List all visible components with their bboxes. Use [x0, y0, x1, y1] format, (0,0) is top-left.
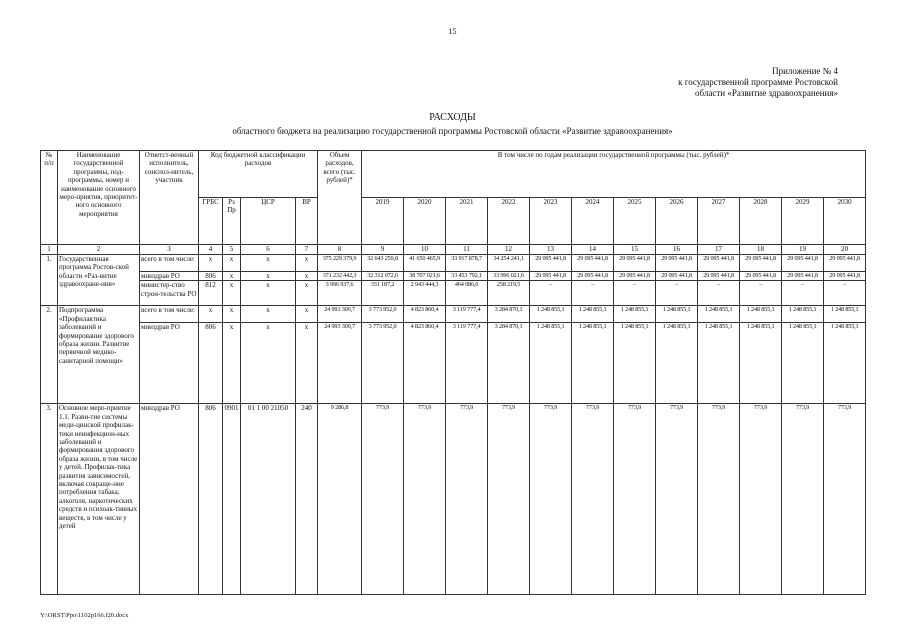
- row-value-2025: 1 248 855,1: [614, 306, 656, 323]
- row-executor: минздрав РО: [140, 272, 199, 281]
- row-value-2024: 29 095 441,8: [572, 255, 614, 272]
- column-number: 6: [241, 245, 296, 255]
- row-total: 24 993 300,7: [318, 306, 362, 323]
- row-value-2019: 32 643 259,8: [362, 255, 404, 272]
- file-path: Y:\ORST\Ppo\1102p166.f20.docx: [40, 612, 129, 619]
- row-value-2027: 1 248 855,1: [698, 323, 740, 404]
- row-grbs: 806: [199, 323, 223, 404]
- row-value-2025: 773,9: [614, 404, 656, 595]
- row-value-2020: 4 823 860,4: [404, 323, 446, 404]
- row-value-2027: 773,9: [698, 404, 740, 595]
- row-name: Государственная программа Ростов-ской области «Раз-витие здравоохране-ния»: [58, 255, 140, 306]
- row-value-2024: 1 248 855,1: [572, 323, 614, 404]
- row-value-2029: 29 095 441,8: [782, 255, 824, 272]
- row-executor: всего в том числе:: [140, 306, 199, 323]
- row-vr: х: [296, 306, 318, 323]
- header-name: Наименование государственной программы, под-программы, номер и наименование основного меро-приятия, приоритет-ного основного мероприятия: [58, 151, 140, 245]
- header-vr: ВР: [296, 198, 318, 245]
- row-value-2022: 3 284 870,1: [488, 306, 530, 323]
- row-value-2020: 38 707 021,6: [404, 272, 446, 281]
- column-number-row: [41, 245, 866, 255]
- row-value-2021: 33 453 792,1: [446, 272, 488, 281]
- expenditure-table: [40, 150, 866, 595]
- row-value-2028: 29 095 441,8: [740, 255, 782, 272]
- row-value-2024: 773,9: [572, 404, 614, 595]
- column-number: 15: [614, 245, 656, 255]
- row-value-2023: 29 095 441,8: [530, 272, 572, 281]
- row-csr: х: [241, 281, 296, 306]
- row-value-2029: –: [782, 281, 824, 306]
- row-value-2024: 29 095 441,8: [572, 272, 614, 281]
- row-value-2028: 1 248 855,1: [740, 323, 782, 404]
- row-grbs: 806: [199, 404, 223, 595]
- row-value-2022: 773,9: [488, 404, 530, 595]
- row-vr: х: [296, 323, 318, 404]
- row-value-2019: 32 312 072,6: [362, 272, 404, 281]
- header-year-2022: 2022: [488, 198, 530, 245]
- row-value-2021: 3 119 777,4: [446, 323, 488, 404]
- row-value-2029: 1 248 855,1: [782, 323, 824, 404]
- header-years-group: В том числе по годам реализации государственной программы (тыс. рублей)*: [362, 151, 866, 198]
- column-number: 20: [824, 245, 866, 255]
- row-csr: х: [241, 255, 296, 272]
- column-number: 8: [318, 245, 362, 255]
- row-value-2020: 4 823 860,4: [404, 306, 446, 323]
- row-value-2019: 3 773 952,0: [362, 323, 404, 404]
- row-csr: х: [241, 323, 296, 404]
- column-number: 10: [404, 245, 446, 255]
- row-value-2023: 29 095 441,8: [530, 255, 572, 272]
- header-grbs: ГРБС: [199, 198, 223, 245]
- row-value-2030: 773,9: [824, 404, 866, 595]
- row-value-2022: 33 996 021,6: [488, 272, 530, 281]
- row-rz-pr: х: [223, 281, 241, 306]
- row-value-2021: 3 119 777,4: [446, 306, 488, 323]
- header-year-2023: 2023: [530, 198, 572, 245]
- header-year-2024: 2024: [572, 198, 614, 245]
- row-value-2026: 773,9: [656, 404, 698, 595]
- column-number: 5: [223, 245, 241, 255]
- appendix-note: [678, 66, 838, 99]
- document-subtitle: областного бюджета на реализацию государственной программы Ростовской области «Развитие здравоохранения»: [232, 126, 673, 136]
- header-year-2028: 2028: [740, 198, 782, 245]
- column-number: 17: [698, 245, 740, 255]
- header-rz-pr: Рз Пр: [223, 198, 241, 245]
- table-row: [41, 306, 866, 323]
- row-rz-pr: 0901: [223, 404, 241, 595]
- column-number: 16: [656, 245, 698, 255]
- page-number: 15: [448, 27, 457, 36]
- header-budget-code: Код бюджетной классификации расходов: [199, 151, 318, 198]
- row-grbs: х: [199, 255, 223, 272]
- row-vr: 240: [296, 404, 318, 595]
- row-value-2020: 2 943 444,3: [404, 281, 446, 306]
- row-name: Основное меро-приятие 1.1. Разви-тие системы меди-цинской профилак-тики неинфекцион-ных заболеваний и формирования здорового образа жизни, в том числе у детей. Профилак-тика развития зависимостей, включая сокраще-ние потребления табака, алкоголя, наркотических средств и психоак-тивных веществ, в том числе у детей: [58, 404, 140, 595]
- row-rz-pr: х: [223, 306, 241, 323]
- row-value-2025: 29 095 441,8: [614, 272, 656, 281]
- appendix-line-2: к государственной программе Ростовской: [678, 77, 838, 87]
- column-number: 18: [740, 245, 782, 255]
- row-number: 2.: [41, 306, 58, 404]
- row-value-2026: 29 095 441,8: [656, 272, 698, 281]
- row-value-2027: –: [698, 281, 740, 306]
- row-vr: х: [296, 255, 318, 272]
- column-number: 14: [572, 245, 614, 255]
- row-value-2029: 29 095 441,8: [782, 272, 824, 281]
- table-row: [41, 404, 866, 595]
- row-value-2023: 1 248 855,1: [530, 306, 572, 323]
- table-row: [41, 272, 866, 281]
- row-value-2027: 29 095 441,8: [698, 255, 740, 272]
- table-body: [41, 255, 866, 595]
- column-number: 19: [782, 245, 824, 255]
- row-csr: х: [241, 306, 296, 323]
- row-value-2030: 29 095 441,8: [824, 255, 866, 272]
- table-row: [41, 281, 866, 306]
- row-number: 3.: [41, 404, 58, 595]
- row-rz-pr: х: [223, 272, 241, 281]
- table-row: [41, 323, 866, 404]
- row-total: 24 993 300,7: [318, 323, 362, 404]
- appendix-line-3: области «Развитие здравоохранения»: [695, 88, 838, 98]
- row-value-2020: 773,9: [404, 404, 446, 595]
- row-name: Подпрограмма «Профилактика заболеваний и формирование здорового образа жизни. Развитие первичной медико-санитарной помощи»: [58, 306, 140, 404]
- row-value-2030: 1 248 855,1: [824, 323, 866, 404]
- row-value-2029: 773,9: [782, 404, 824, 595]
- row-value-2026: 1 248 855,1: [656, 306, 698, 323]
- header-year-2026: 2026: [656, 198, 698, 245]
- row-value-2021: 33 917 878,7: [446, 255, 488, 272]
- row-value-2030: 1 248 855,1: [824, 306, 866, 323]
- row-total: 3 996 937,6: [318, 281, 362, 306]
- row-value-2021: 773,9: [446, 404, 488, 595]
- column-number: 3: [140, 245, 199, 255]
- row-value-2019: 773,9: [362, 404, 404, 595]
- row-value-2023: 773,9: [530, 404, 572, 595]
- column-number: 12: [488, 245, 530, 255]
- document-title: РАСХОДЫ: [429, 112, 476, 123]
- header-year-2029: 2029: [782, 198, 824, 245]
- column-number: 11: [446, 245, 488, 255]
- row-value-2026: 1 248 855,1: [656, 323, 698, 404]
- row-value-2019: 3 773 952,0: [362, 306, 404, 323]
- row-value-2026: –: [656, 281, 698, 306]
- row-value-2023: 1 248 855,1: [530, 323, 572, 404]
- row-value-2022: 34 254 241,1: [488, 255, 530, 272]
- row-value-2024: –: [572, 281, 614, 306]
- header-year-2019: 2019: [362, 198, 404, 245]
- row-value-2027: 1 248 855,1: [698, 306, 740, 323]
- row-value-2026: 29 095 441,8: [656, 255, 698, 272]
- row-value-2024: 1 248 855,1: [572, 306, 614, 323]
- row-rz-pr: х: [223, 323, 241, 404]
- header-year-2021: 2021: [446, 198, 488, 245]
- column-number: 4: [199, 245, 223, 255]
- row-value-2028: 773,9: [740, 404, 782, 595]
- row-csr: 01 1 00 21050: [241, 404, 296, 595]
- header-year-2025: 2025: [614, 198, 656, 245]
- column-number: 9: [362, 245, 404, 255]
- row-total: 371 232 442,3: [318, 272, 362, 281]
- header-year-2027: 2027: [698, 198, 740, 245]
- row-value-2028: –: [740, 281, 782, 306]
- row-vr: х: [296, 281, 318, 306]
- column-number: 13: [530, 245, 572, 255]
- row-vr: х: [296, 272, 318, 281]
- row-value-2022: 3 284 870,1: [488, 323, 530, 404]
- row-value-2025: –: [614, 281, 656, 306]
- row-grbs: 812: [199, 281, 223, 306]
- row-value-2028: 29 095 441,8: [740, 272, 782, 281]
- appendix-line-1: Приложение № 4: [772, 66, 838, 76]
- header-csr: ЦСР: [241, 198, 296, 245]
- row-value-2029: 1 248 855,1: [782, 306, 824, 323]
- row-grbs: х: [199, 306, 223, 323]
- header-year-2030: 2030: [824, 198, 866, 245]
- column-number: 1: [41, 245, 58, 255]
- row-value-2027: 29 095 441,8: [698, 272, 740, 281]
- row-value-2025: 29 095 441,8: [614, 255, 656, 272]
- row-rz-pr: х: [223, 255, 241, 272]
- row-value-2019: 331 187,2: [362, 281, 404, 306]
- row-value-2025: 1 248 855,1: [614, 323, 656, 404]
- row-value-2030: 29 095 441,8: [824, 272, 866, 281]
- row-grbs: 806: [199, 272, 223, 281]
- row-value-2020: 41 650 465,9: [404, 255, 446, 272]
- table-row: [41, 255, 866, 272]
- row-executor: министер-ство строи-тельства РО: [140, 281, 199, 306]
- row-total: 375 229 379,9: [318, 255, 362, 272]
- header-executor: Ответст-венный исполнитель, соиспол-нитель, участник: [140, 151, 199, 245]
- row-executor: всего в том числе:: [140, 255, 199, 272]
- row-csr: х: [241, 272, 296, 281]
- row-value-2021: 464 086,6: [446, 281, 488, 306]
- row-total: 9 286,8: [318, 404, 362, 595]
- row-number: 1.: [41, 255, 58, 306]
- column-number: 7: [296, 245, 318, 255]
- row-value-2023: –: [530, 281, 572, 306]
- header-total: Объем расходов, всего (тыс. рублей)*: [318, 151, 362, 245]
- row-value-2022: 258 219,5: [488, 281, 530, 306]
- row-executor: минздрав РО: [140, 323, 199, 404]
- header-year-2020: 2020: [404, 198, 446, 245]
- header-num: № п/п: [41, 151, 58, 245]
- row-executor: минздрав РО: [140, 404, 199, 595]
- row-value-2030: –: [824, 281, 866, 306]
- column-number: 2: [58, 245, 140, 255]
- row-value-2028: 1 248 855,1: [740, 306, 782, 323]
